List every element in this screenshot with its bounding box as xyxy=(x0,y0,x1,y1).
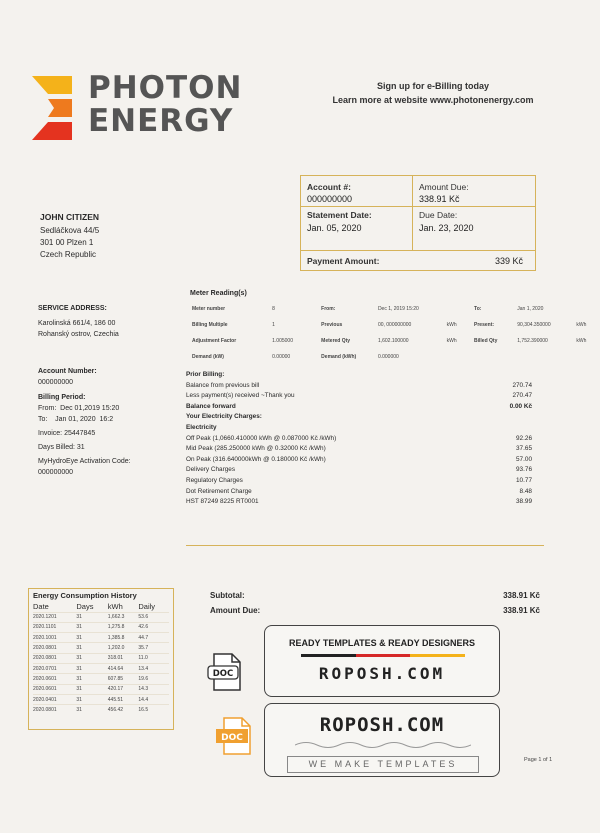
banner2-tagline: WE MAKE TEMPLATES xyxy=(287,756,479,773)
account-summary-box xyxy=(300,175,536,271)
history-cell: 31 xyxy=(76,653,107,663)
history-cell: 31 xyxy=(76,684,107,694)
history-row xyxy=(33,674,169,684)
activation-code-value: 000000000 xyxy=(38,469,74,476)
doc-label-outline: DOC xyxy=(212,669,234,679)
total-amount-due-value: 338.91 Kč xyxy=(503,606,540,615)
history-cell: 414.64 xyxy=(108,663,139,673)
ropee-banner-1 xyxy=(264,625,500,697)
meter-readings-table xyxy=(190,300,600,366)
account-number-side-value: 000000000 xyxy=(38,379,74,386)
meter-cell: To: xyxy=(474,306,482,312)
charge-label: Electricity xyxy=(186,423,217,431)
charge-row xyxy=(186,465,544,476)
charge-row xyxy=(186,381,544,392)
history-cell: 31 xyxy=(76,612,107,622)
history-header-cell: Days xyxy=(76,601,94,611)
charge-label: Mid Peak (285.250000 kWh @ 0.32000 Kč /kWh) xyxy=(186,445,326,453)
history-header-cell: Daily xyxy=(138,601,156,611)
history-cell: 31 xyxy=(76,694,107,704)
charge-label: Dot Retirement Charge xyxy=(186,487,252,495)
meter-cell: Demand (kWh) xyxy=(321,354,357,360)
service-address-line2: Rohanský ostrov, Czechia xyxy=(38,331,119,338)
total-amount-due-label: Amount Due: xyxy=(210,606,261,615)
history-cell: 2020.0401 xyxy=(33,694,76,704)
meter-readings-title: Meter Reading(s) xyxy=(190,290,247,297)
charge-label: HST 87249 8225 RT0001 xyxy=(186,498,259,506)
history-cell: 31 xyxy=(76,633,107,643)
charge-label: Balance forward xyxy=(186,402,236,410)
statement-date-label: Statement Date: xyxy=(307,210,372,220)
history-cell: 1,202.0 xyxy=(108,643,139,653)
wave-decoration xyxy=(295,740,471,750)
service-address-label: SERVICE ADDRESS: xyxy=(38,305,107,312)
brand-name xyxy=(88,72,242,138)
charge-amount: 8.48 xyxy=(519,487,532,495)
charge-row xyxy=(186,434,544,445)
charge-row xyxy=(186,444,544,455)
charge-label: Delivery Charges xyxy=(186,466,236,474)
charge-row xyxy=(186,370,544,381)
consumption-history-table xyxy=(33,601,169,715)
billing-period-to: To: Jan 01, 2020 16:2 xyxy=(38,416,114,423)
charge-row xyxy=(186,423,544,434)
consumption-history-title: Energy Consumption History xyxy=(33,591,137,600)
meter-cell: 0.000000 xyxy=(377,354,399,360)
meter-cell xyxy=(447,302,472,316)
charge-label: Off Peak (1,0660.410000 kWh @ 0.087000 Kč /kWh) xyxy=(186,434,337,442)
consumption-history-box xyxy=(28,588,174,730)
meter-cell xyxy=(576,302,598,316)
history-row xyxy=(33,643,169,653)
doc-label-filled: DOC xyxy=(221,733,243,743)
charge-label: On Peak (316.640000kWh @ 0.180000 Kč /kWh) xyxy=(186,455,326,463)
history-cell: 31 xyxy=(76,705,107,715)
history-cell: 2020.0601 xyxy=(33,684,76,694)
meter-cell: 1,752.390000 xyxy=(517,338,548,344)
service-address xyxy=(38,303,119,340)
history-cell: 31 xyxy=(76,643,107,653)
charge-amount: 0.00 Kč xyxy=(509,402,532,410)
charge-row xyxy=(186,455,544,466)
history-cell: 13.4 xyxy=(138,663,169,673)
charge-amount: 37.65 xyxy=(516,445,532,453)
doc-file-icon-filled xyxy=(214,716,254,756)
history-cell: 2020.1201 xyxy=(33,612,76,622)
due-date-value: Jan. 23, 2020 xyxy=(419,223,474,233)
history-cell: 35.7 xyxy=(138,643,169,653)
history-cell: 318.01 xyxy=(108,653,139,663)
meter-row xyxy=(192,302,598,316)
meter-row xyxy=(192,318,598,332)
statement-date-value: Jan. 05, 2020 xyxy=(307,223,362,233)
history-cell: 1,662.3 xyxy=(108,612,139,622)
totals xyxy=(210,588,540,618)
charge-label: Balance from previous bill xyxy=(186,381,260,389)
account-number-label: Account #: xyxy=(307,182,351,192)
charge-row xyxy=(186,497,544,508)
service-address-line1: Karolinská 661/4, 186 00 xyxy=(38,320,116,327)
photon-energy-logo-icon xyxy=(28,72,76,144)
meter-cell: kWh xyxy=(576,338,587,344)
amount-due-label: Amount Due: xyxy=(419,182,469,192)
history-header-cell: Date xyxy=(33,601,49,611)
meter-cell: Present: xyxy=(474,322,495,328)
history-cell: 14.3 xyxy=(138,684,169,694)
meter-cell: Jan 1, 2020 xyxy=(517,306,544,312)
charge-amount: 57.00 xyxy=(516,455,532,463)
history-cell: 2020.0801 xyxy=(33,643,76,653)
invoice-number: Invoice: 25447845 xyxy=(38,430,96,437)
meter-cell xyxy=(517,350,574,364)
meter-cell: 00, 000000000 xyxy=(377,322,412,328)
history-row xyxy=(33,653,169,663)
customer-city: 301 00 Plzen 1 xyxy=(40,238,94,247)
banner2-domain: ROPOSH.COM xyxy=(319,714,445,736)
payment-amount-label: Payment Amount: xyxy=(307,256,380,266)
history-row xyxy=(33,694,169,704)
charge-row xyxy=(186,487,544,498)
history-row xyxy=(33,622,169,632)
history-cell: 420.17 xyxy=(108,684,139,694)
meter-cell: Demand (kW) xyxy=(192,354,224,360)
billing-period-from: From: Dec 01,2019 15:20 xyxy=(38,405,120,412)
charge-row xyxy=(186,476,544,487)
billing-info xyxy=(38,366,131,478)
charge-amount: 93.76 xyxy=(516,466,532,474)
history-cell: 31 xyxy=(76,622,107,632)
history-cell: 2020.0701 xyxy=(33,663,76,673)
flag-stripe xyxy=(301,654,465,657)
charge-row xyxy=(186,402,544,413)
account-number-value: 000000000 xyxy=(307,194,353,204)
history-cell: 1,385.8 xyxy=(108,633,139,643)
history-header-cell: kWh xyxy=(107,601,123,611)
brand-line1: PHOTON xyxy=(88,70,243,106)
days-billed: Days Billed: 31 xyxy=(38,444,85,451)
ebilling-promo xyxy=(318,79,548,107)
ropee-banner-2 xyxy=(264,703,500,777)
charge-label: Your Electricity Charges: xyxy=(186,413,262,421)
history-cell: 2020.0801 xyxy=(33,705,76,715)
history-row xyxy=(33,633,169,643)
meter-cell: kWh xyxy=(576,322,587,328)
account-number-side-label: Account Number: xyxy=(38,368,97,375)
charge-row xyxy=(186,412,544,423)
history-cell: 445.51 xyxy=(108,694,139,704)
customer-address xyxy=(40,211,99,261)
history-cell: 31 xyxy=(76,663,107,673)
history-cell: 456.42 xyxy=(108,705,139,715)
banner1-domain: ROPOSH.COM xyxy=(318,664,446,683)
meter-cell: Billed Qty xyxy=(474,338,498,344)
history-cell: 42.6 xyxy=(138,622,169,632)
history-cell: 2020.0801 xyxy=(33,653,76,663)
history-row xyxy=(33,663,169,673)
history-cell: 14.4 xyxy=(138,694,169,704)
history-cell: 2020.0601 xyxy=(33,674,76,684)
meter-cell xyxy=(447,350,472,364)
charge-label: Prior Billing: xyxy=(186,371,225,378)
due-date-label: Due Date: xyxy=(419,210,458,220)
history-header-row xyxy=(33,601,169,612)
customer-country: Czech Republic xyxy=(40,250,97,259)
meter-row xyxy=(192,350,598,364)
meter-cell: Previous xyxy=(321,322,343,328)
history-cell: 2020.1101 xyxy=(33,622,76,632)
doc-file-icon-outline xyxy=(206,652,246,692)
meter-cell: Billing Multiple xyxy=(192,322,228,328)
customer-street: Sedláčkova 44/5 xyxy=(40,226,100,235)
history-cell: 31 xyxy=(76,674,107,684)
history-cell: 16.5 xyxy=(138,705,169,715)
history-cell: 1,275.8 xyxy=(108,622,139,632)
history-cell: 2020.1001 xyxy=(33,633,76,643)
charge-amount: 10.77 xyxy=(516,476,532,484)
meter-cell: 8 xyxy=(272,306,275,312)
meter-cell: Adjustment Factor xyxy=(192,338,237,344)
page-number: Page 1 of 1 xyxy=(524,757,553,763)
billing-period-label: Billing Period: xyxy=(38,394,86,401)
charge-label: Less payment(s) received ~Thank you xyxy=(186,392,295,400)
meter-cell: Metered Qty xyxy=(321,338,351,344)
charges-section xyxy=(186,370,544,546)
history-cell: 11.0 xyxy=(138,653,169,663)
charge-amount: 92.26 xyxy=(516,434,532,442)
meter-cell: kWh xyxy=(446,338,457,344)
customer-name: JOHN CITIZEN xyxy=(40,212,100,222)
brand-line2: ENERGY xyxy=(88,103,234,139)
history-cell: 44.7 xyxy=(138,633,169,643)
meter-cell: Dec 1, 2019 15:20 xyxy=(377,306,419,312)
meter-cell: 1,602.100000 xyxy=(377,338,409,344)
ebilling-signup: Sign up for e-Billing today xyxy=(377,81,489,91)
meter-cell xyxy=(576,350,598,364)
meter-cell: 0.00000 xyxy=(272,354,291,360)
meter-cell xyxy=(474,350,515,364)
meter-row xyxy=(192,334,598,348)
subtotal-label: Subtotal: xyxy=(210,591,245,600)
history-row xyxy=(33,705,169,715)
history-cell: 607.85 xyxy=(108,674,139,684)
meter-cell: Meter number xyxy=(192,306,226,312)
ebilling-website-link[interactable]: Learn more at website www.photonenergy.com xyxy=(332,95,534,105)
amount-due-value: 338.91 Kč xyxy=(419,194,460,204)
meter-cell: 1 xyxy=(272,322,275,328)
charge-amount: 270.47 xyxy=(512,392,532,400)
charge-amount: 38.99 xyxy=(516,498,532,506)
meter-cell: From: xyxy=(321,306,336,312)
subtotal-value: 338.91 Kč xyxy=(503,591,540,600)
payment-amount-value: 339 Kč xyxy=(494,256,523,266)
meter-cell: kWh xyxy=(446,322,457,328)
charge-amount: 270.74 xyxy=(512,381,532,389)
activation-code-label: MyHydroEye Activation Code: xyxy=(38,458,131,465)
banner1-tagline: READY TEMPLATES & READY DESIGNERS xyxy=(288,638,476,648)
charge-row xyxy=(186,391,544,402)
history-row xyxy=(33,684,169,694)
history-cell: 53.6 xyxy=(138,612,169,622)
meter-cell: 90,304.350000 xyxy=(517,322,551,328)
charge-label: Regulatory Charges xyxy=(186,476,243,484)
history-cell: 19.6 xyxy=(138,674,169,684)
meter-cell: 1.005000 xyxy=(272,338,293,344)
history-row xyxy=(33,612,169,622)
